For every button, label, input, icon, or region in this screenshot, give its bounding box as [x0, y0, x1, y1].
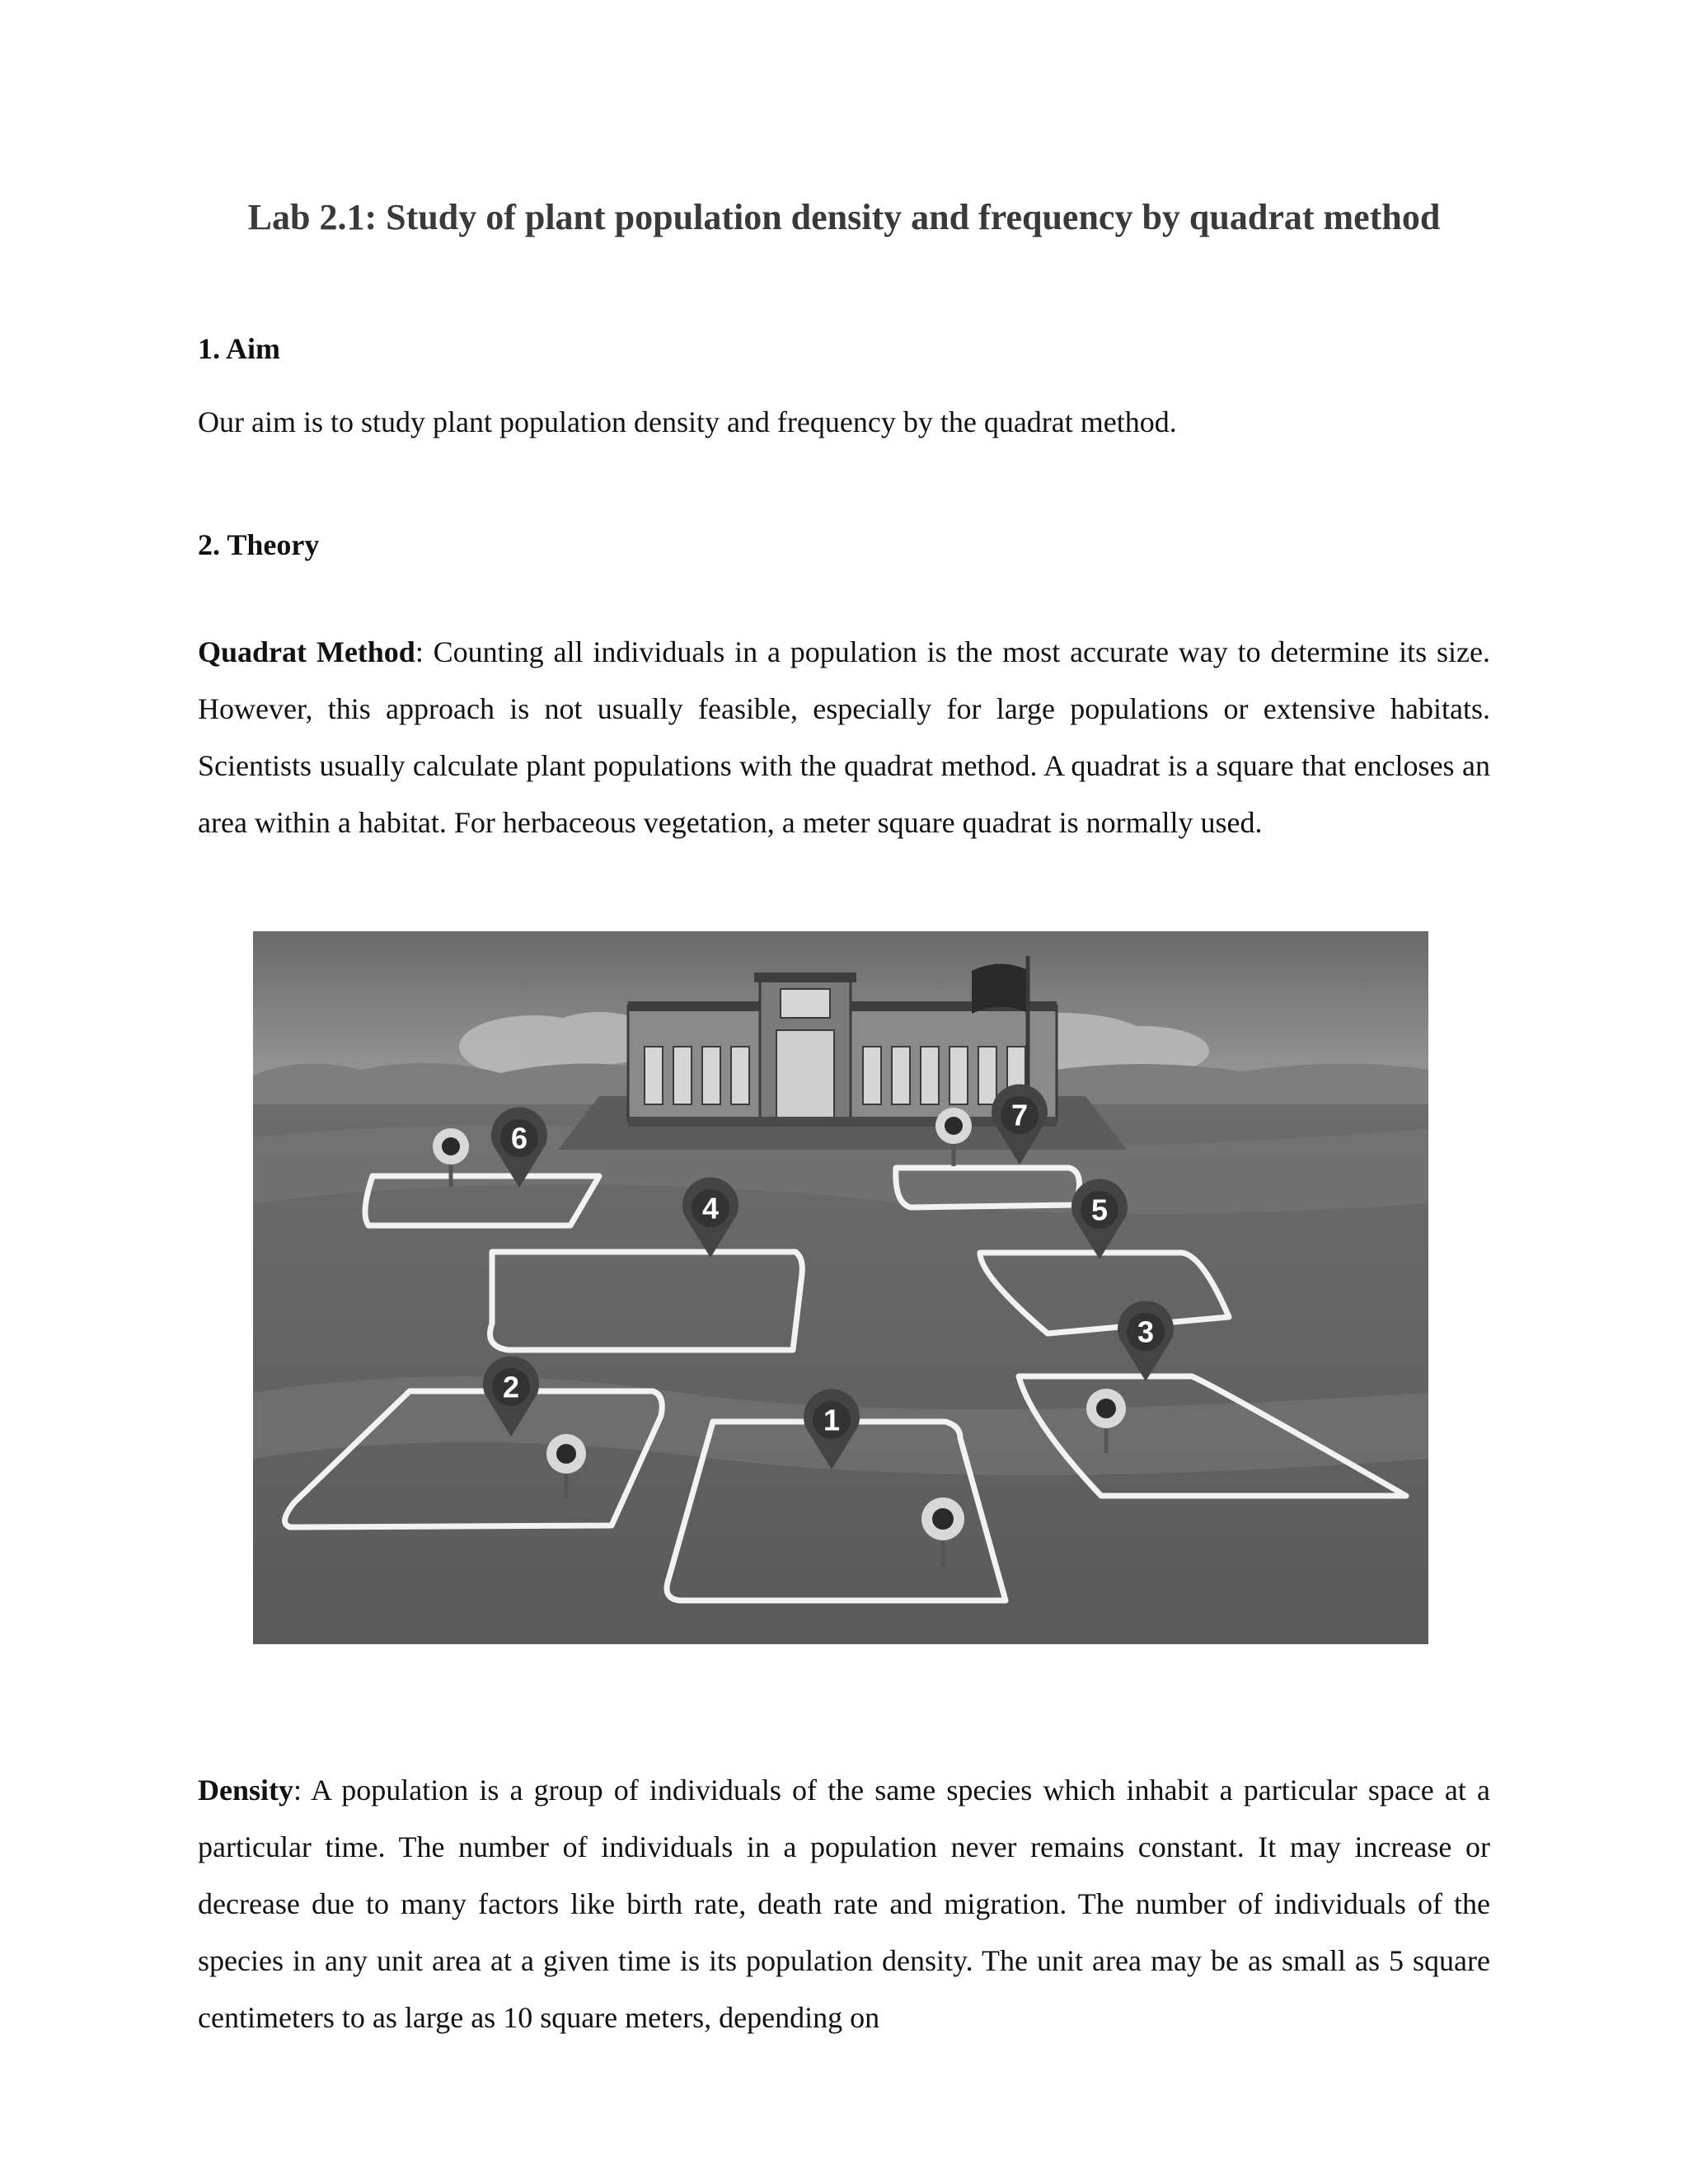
density-label: Density: [198, 1774, 293, 1807]
quadrat-method-paragraph: [198, 624, 1490, 851]
density-text: : A population is a group of individuals of the same species which inhabit a particular space at a particular time. The number of individuals in a population never remains constant. It may increase or decrease due to many factors like birth rate, death rate and migration. The number of individuals of the species in any unit area at a given time is its population density. The unit area may be as small as 5 square centimeters to as large as 10 square meters, depending on: [198, 1774, 1490, 2034]
pin-label-3: 3: [1137, 1315, 1155, 1349]
document-title: Lab 2.1: Study of plant population density and frequency by quadrat method: [247, 197, 1441, 237]
quadrat-method-text: : Counting all individuals in a population is the most accurate way to determine its size. However, this approach is not usually feasible, especially for large populations or extensive habitats. Scientists usually calculate plant populations with the quadrat method. A quadrat is a square that encloses an area within a habitat. For herbaceous vegetation, a meter square quadrat is normally used.: [198, 635, 1490, 839]
quadrat-method-label: Quadrat Method: [198, 635, 415, 668]
pin-label-6: 6: [510, 1121, 528, 1155]
aim-text: Our aim is to study plant population density and frequency by the quadrat method.: [198, 405, 1177, 438]
aim-heading: 1. Aim: [198, 332, 281, 365]
density-paragraph: [198, 1762, 1490, 2046]
pin-label-1: 1: [823, 1403, 841, 1437]
pin-label-7: 7: [1010, 1098, 1029, 1132]
pin-label-5: 5: [1090, 1193, 1109, 1227]
theory-heading: 2. Theory: [198, 528, 320, 561]
pin-label-2: 2: [502, 1370, 520, 1404]
pin-label-4: 4: [701, 1191, 720, 1226]
quadrat-field-illustration: [253, 931, 1428, 1644]
